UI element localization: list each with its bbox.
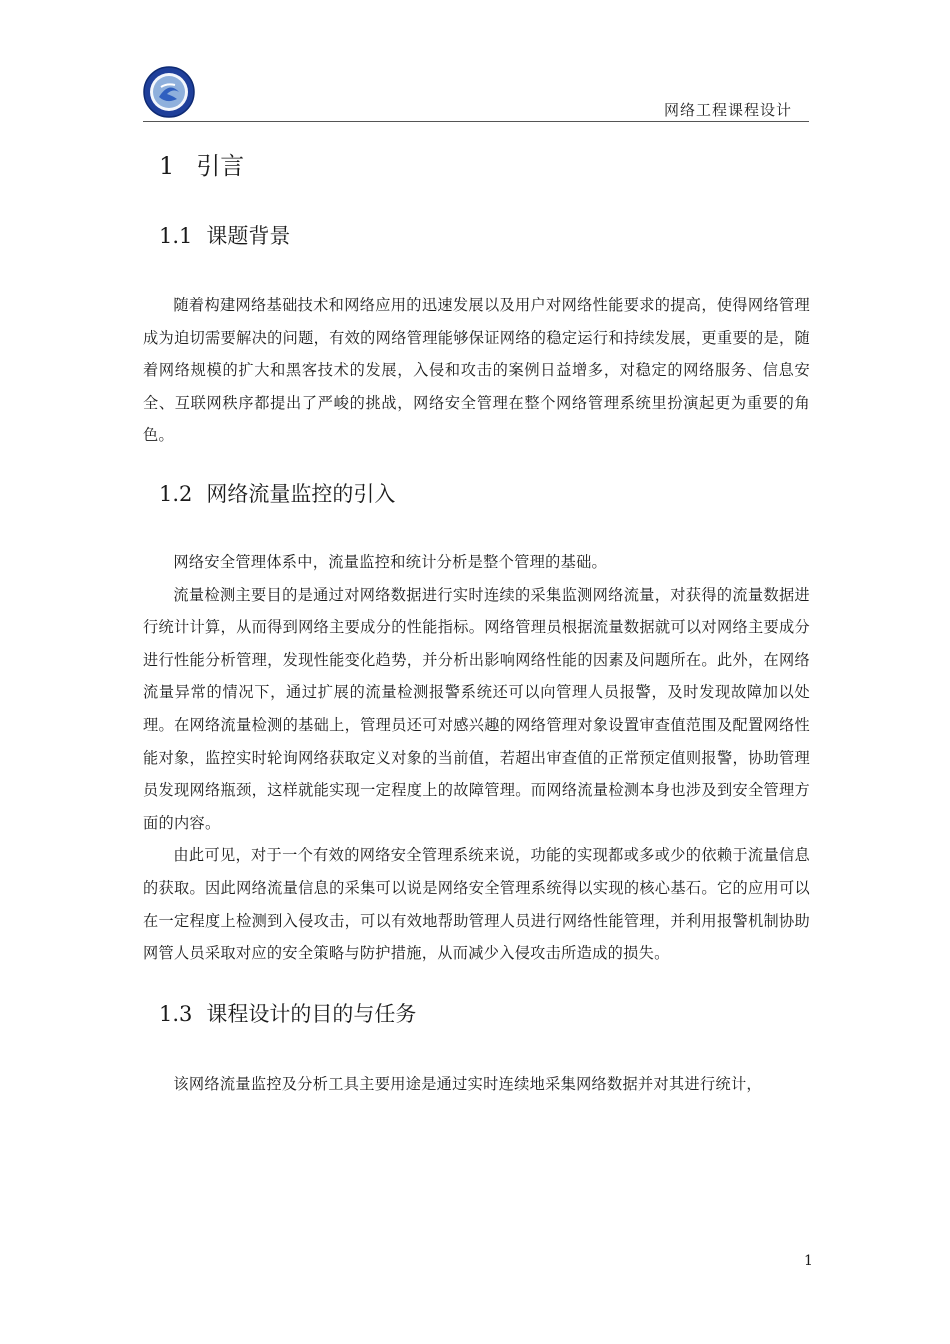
paragraph: 流量检测主要目的是通过对网络数据进行实时连续的采集监测网络流量，对获得的流量数据进行统计计算，从而得到网络主要成分的性能指标。网络管理员根据流量数据就可以对网络主要成分进行性能分析管理，发现性能变化趋势，并分析出影响网络性能的因素及问题所在。此外，在网络流量异常的情况下，通过扩展的流量检测报警系统还可以向管理人员报警，及时发现故障加以处理。在网络流量检测的基础上，管理员还可对感兴趣的网络管理对象设置审查值范围及配置网络性能对象，监控实时轮询网络获取定义对象的当前值，若超出审查值的正常预定值则报警，协助管理员发现网络瓶颈，这样就能实现一定程度上的故障管理。而网络流量检测本身也涉及到安全管理方面的内容。	[143, 585, 810, 832]
page-number: 1	[804, 1253, 813, 1269]
section-heading-1-1	[159, 220, 810, 252]
document-body	[143, 146, 810, 1100]
header-divider	[143, 121, 809, 122]
section-heading-1-2	[159, 478, 810, 510]
section-heading-1-3	[159, 998, 810, 1030]
chapter-number: 1	[159, 152, 175, 180]
university-logo-icon	[143, 66, 195, 118]
paragraph: 随着构建网络基础技术和网络应用的迅速发展以及用户对网络性能要求的提高，使得网络管理成为迫切需要解决的问题，有效的网络管理能够保证网络的稳定运行和持续发展，更重要的是，随着网络规模的扩大和黑客技术的发展，入侵和攻击的案例日益增多，对稳定的网络服务、信息安全、互联网秩序都提出了严峻的挑战，网络安全管理在整个网络管理系统里扮演起更为重要的角色。	[143, 296, 810, 445]
header-title: 网络工程课程设计	[663, 101, 792, 119]
section-title: 课题背景	[206, 224, 291, 248]
section-title: 网络流量监控的引入	[206, 481, 396, 506]
section-number: 1.1	[159, 224, 193, 248]
chapter-title: 引言	[196, 152, 245, 180]
section-title: 课程设计的目的与任务	[206, 1001, 417, 1026]
chapter-heading	[159, 146, 810, 186]
paragraph: 由此可见，对于一个有效的网络安全管理系统来说，功能的实现都或多或少的依赖于流量信息的获取。因此网络流量信息的采集可以说是网络安全管理系统得以实现的核心基石。它的应用可以在一定程度上检测到入侵攻击，可以有效地帮助管理人员进行网络性能管理，并利用报警机制协助网管人员采取对应的安全策略与防护措施，从而减少入侵攻击所造成的损失。	[143, 846, 810, 963]
paragraph: 该网络流量监控及分析工具主要用途是通过实时连续地采集网络数据并对其进行统计，	[173, 1074, 762, 1093]
section-number: 1.3	[159, 1001, 193, 1026]
paragraph: 网络安全管理体系中，流量监控和统计分析是整个管理的基础。	[173, 552, 608, 571]
section-number: 1.2	[159, 481, 193, 506]
